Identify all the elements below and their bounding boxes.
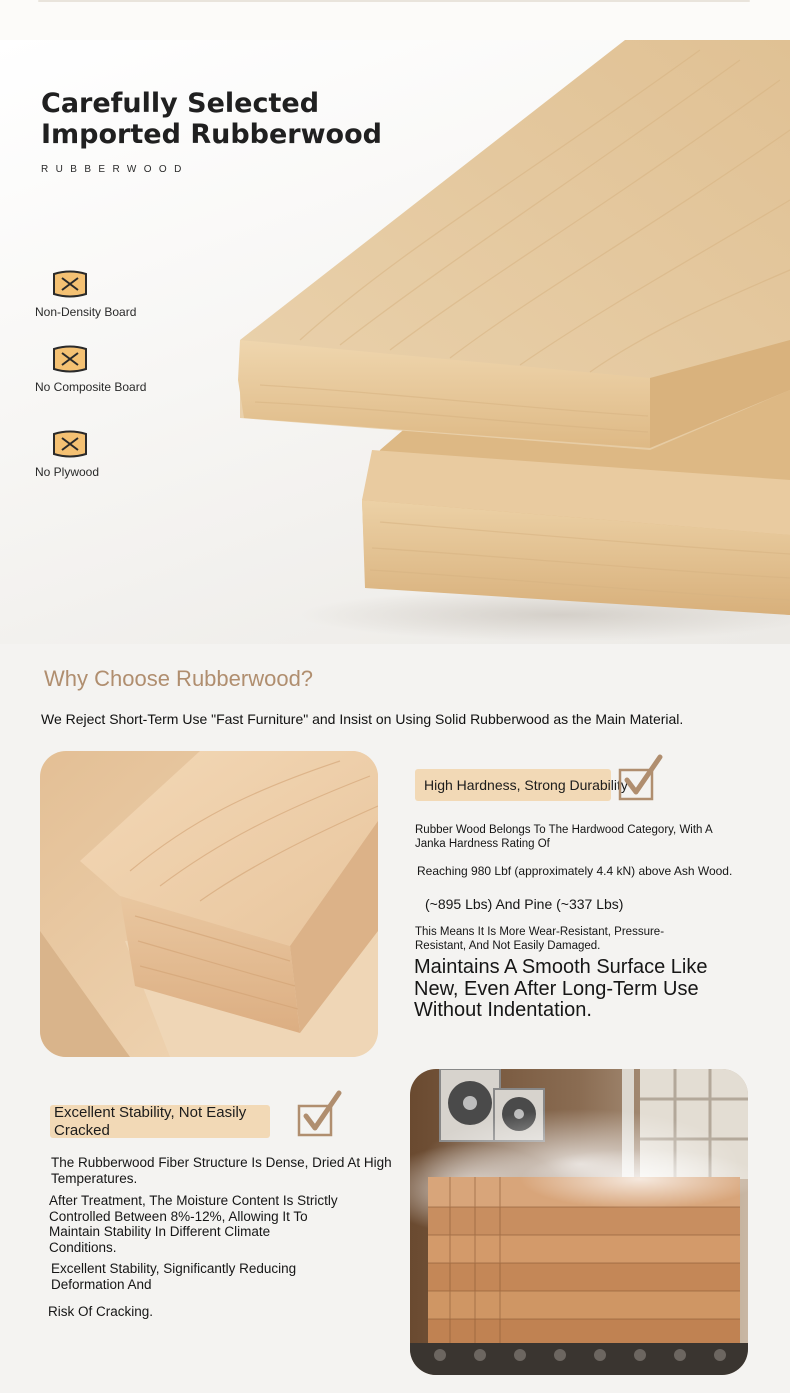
- stability-text-4: Risk Of Cracking.: [48, 1304, 154, 1319]
- checkmark-icon: [296, 1090, 342, 1138]
- hardness-text-2: Reaching 980 Lbf (approximately 4.4 kN) above Ash Wood.: [417, 864, 733, 878]
- top-strip: [0, 0, 790, 41]
- section-title: Why Choose Rubberwood?: [44, 666, 314, 691]
- crossed-board-icon: [51, 344, 89, 374]
- stability-text-3: Excellent Stability, Significantly Reducing Deformation And: [51, 1261, 297, 1292]
- hardness-text-4: This Means It Is More Wear-Resistant, Pressure-Resistant, And Not Easily Damaged.: [415, 926, 665, 952]
- hero-title: Carefully Selected Imported Rubberwood: [41, 88, 382, 150]
- feature-no-composite-board: [35, 344, 146, 394]
- tag-label: High Hardness, Strong Durability: [424, 777, 628, 793]
- stability-text-2: After Treatment, The Moisture Content Is Strictly Controlled Between 8%-12%, Allowing It To Maintain Stability In Different Climate Conditions.: [49, 1193, 338, 1255]
- hardness-text-5: Maintains A Smooth Surface Like New, Even After Long-Term Use Without Indentation.: [414, 956, 708, 1021]
- crossed-board-icon: [51, 269, 89, 299]
- feature-non-density-board: [35, 269, 136, 319]
- stability-text-1: The Rubberwood Fiber Structure Is Dense, Dried At High Temperatures.: [51, 1155, 392, 1186]
- feature-tag-hardness: [415, 769, 628, 801]
- hero-subtitle: RUBBERWOOD: [41, 164, 189, 175]
- kiln-drying-lumber-image: [410, 1069, 748, 1375]
- crossed-board-icon: [51, 429, 89, 459]
- feature-label: No Composite Board: [35, 380, 147, 394]
- feature-label: No Plywood: [35, 465, 100, 479]
- section-intro: We Reject Short-Term Use "Fast Furniture" and Insist on Using Solid Rubberwood as the Main Material.: [41, 711, 684, 727]
- wood-board-closeup-image: [40, 751, 378, 1057]
- hardness-text-3: (~895 Lbs) And Pine (~337 Lbs): [425, 896, 624, 912]
- hardness-text-1: Rubber Wood Belongs To The Hardwood Category, With A Janka Hardness Rating Of: [415, 824, 713, 850]
- hero-section: [0, 40, 790, 644]
- checkmark-icon: [617, 754, 663, 802]
- feature-tag-stability: [50, 1105, 270, 1138]
- feature-no-plywood: [35, 429, 99, 479]
- divider: [38, 0, 750, 2]
- tag-label: Excellent Stability, Not Easily Cracked: [54, 1104, 247, 1139]
- feature-label: Non-Density Board: [35, 305, 137, 319]
